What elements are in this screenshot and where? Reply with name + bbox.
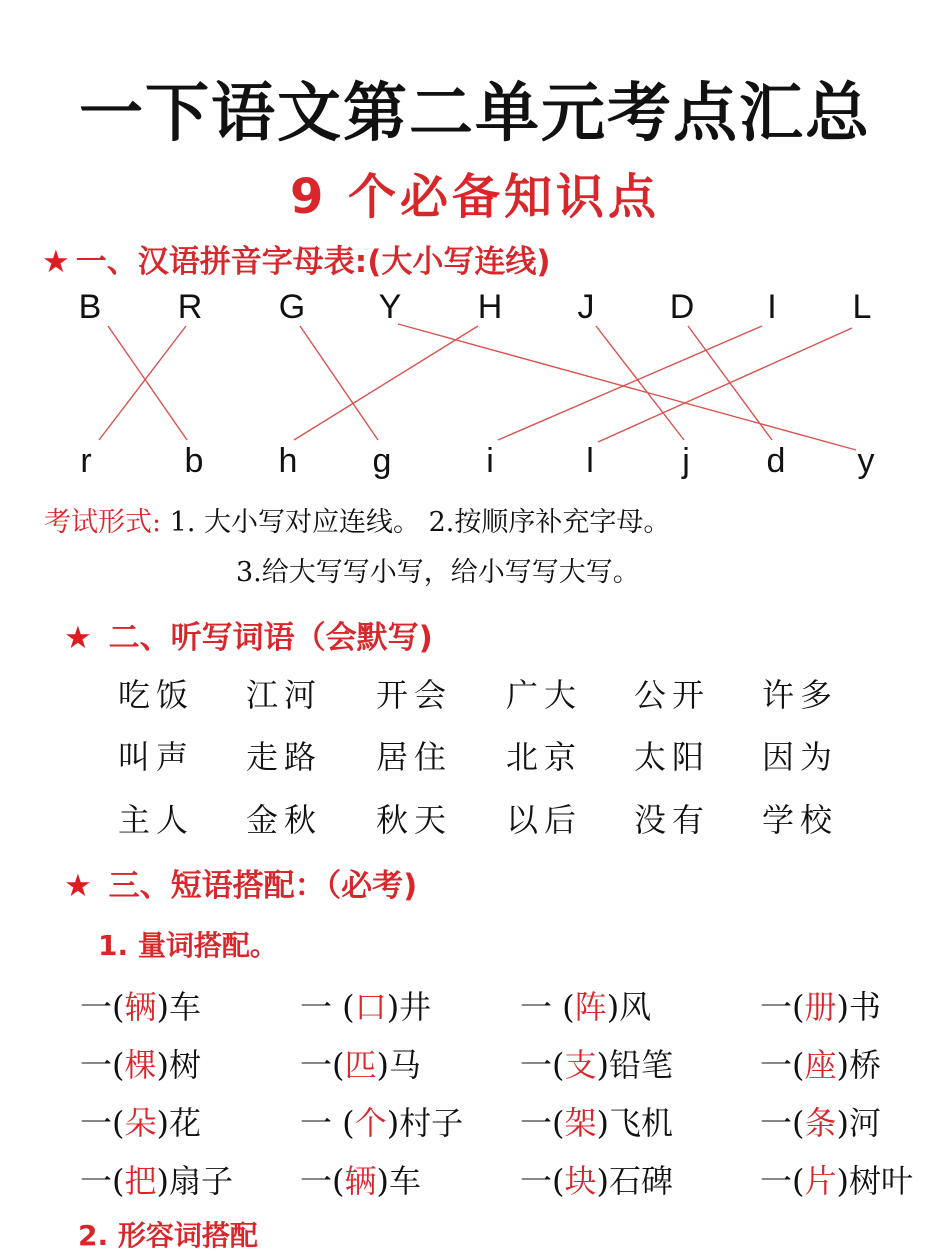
star-icon: ★ xyxy=(64,620,92,656)
measure-word-subheading: 1. 量词搭配。 xyxy=(98,929,278,962)
measure-word: 阵 xyxy=(574,988,607,1026)
uppercase-letter: Y xyxy=(378,288,402,326)
measure-word-phrase xyxy=(80,982,201,1028)
phrase-noun: )树叶 xyxy=(836,1162,914,1200)
dictation-word: 学校 xyxy=(762,801,839,839)
match-line-I-i xyxy=(498,326,762,440)
measure-word-phrase xyxy=(520,1098,673,1144)
measure-word-phrase xyxy=(300,982,431,1028)
measure-word-phrase xyxy=(80,1156,233,1202)
lowercase-letter: d xyxy=(766,442,786,480)
lowercase-letter: r xyxy=(80,442,92,480)
measure-word-phrase xyxy=(80,1098,201,1144)
dictation-word: 公开 xyxy=(634,676,711,714)
uppercase-letter: I xyxy=(767,288,777,326)
match-line-H-h xyxy=(294,326,478,440)
dictation-word: 叫声 xyxy=(118,738,195,776)
phrase-prefix: 一( xyxy=(300,1046,345,1084)
exam-form-text1: 1. 大小写对应连线。 2.按顺序补充字母。 xyxy=(169,507,671,538)
dictation-word: 主人 xyxy=(118,801,195,839)
measure-word-phrase xyxy=(520,1040,673,1086)
dictation-word: 吃饭 xyxy=(118,676,195,714)
measure-word: 把 xyxy=(124,1162,157,1200)
lowercase-letter: h xyxy=(278,442,298,480)
star-icon: ★ xyxy=(42,244,70,280)
phrase-prefix: 一( xyxy=(520,1162,565,1200)
phrase-noun: )铅笔 xyxy=(596,1046,674,1084)
dictation-word: 秋天 xyxy=(376,801,453,839)
phrase-prefix: 一( xyxy=(80,1046,125,1084)
uppercase-letter: B xyxy=(78,288,102,326)
measure-word: 辆 xyxy=(124,988,157,1026)
dictation-word: 许多 xyxy=(762,676,839,714)
phrase-prefix: 一( xyxy=(520,1046,565,1084)
phrase-noun: )风 xyxy=(606,988,652,1026)
dictation-word: 居住 xyxy=(376,738,453,776)
dictation-word: 开会 xyxy=(376,676,453,714)
measure-word: 条 xyxy=(804,1104,837,1142)
adjective-subheading: 2. 形容词搭配 xyxy=(78,1219,258,1252)
phrase-noun: )村子 xyxy=(386,1104,464,1142)
measure-word: 架 xyxy=(564,1104,597,1142)
measure-word: 块 xyxy=(564,1162,597,1200)
page-subtitle: 9 个必备知识点 xyxy=(289,169,661,225)
phrase-noun: )马 xyxy=(376,1046,422,1084)
phrase-prefix: 一 ( xyxy=(520,988,575,1026)
phrase-prefix: 一( xyxy=(300,1162,345,1200)
lowercase-letter: b xyxy=(184,442,204,480)
uppercase-letter: G xyxy=(278,288,306,326)
section3-heading-text: 三、短语搭配：（必考) xyxy=(108,868,418,904)
section2-heading xyxy=(64,612,433,657)
measure-word-phrase xyxy=(300,1098,463,1144)
lowercase-letter: l xyxy=(586,442,594,480)
uppercase-letter: R xyxy=(177,288,203,326)
phrase-prefix: 一( xyxy=(80,988,125,1026)
phrase-prefix: 一( xyxy=(760,1104,805,1142)
uppercase-letter: D xyxy=(669,288,695,326)
exam-form-label: 考试形式: xyxy=(44,507,162,538)
match-line-G-g xyxy=(300,326,378,440)
match-line-R-r xyxy=(99,326,186,440)
measure-word: 口 xyxy=(354,988,387,1026)
phrase-noun: )车 xyxy=(376,1162,422,1200)
page-title: 一下语文第二单元考点汇总 xyxy=(79,77,871,151)
phrase-noun: )飞机 xyxy=(596,1104,674,1142)
measure-word: 片 xyxy=(804,1162,837,1200)
dictation-word: 以后 xyxy=(506,801,583,839)
phrase-prefix: 一( xyxy=(760,1162,805,1200)
phrase-noun: )书 xyxy=(836,988,882,1026)
phrase-noun: )扇子 xyxy=(156,1162,234,1200)
uppercase-letter: J xyxy=(577,288,595,326)
phrase-prefix: 一( xyxy=(80,1104,125,1142)
measure-word: 棵 xyxy=(124,1046,157,1084)
phrase-noun: )车 xyxy=(156,988,202,1026)
exam-form-line1 xyxy=(44,500,670,539)
dictation-word: 没有 xyxy=(634,801,711,839)
lowercase-letter: j xyxy=(682,442,690,480)
measure-word: 朵 xyxy=(124,1104,157,1142)
exam-form-line2: 3.给大写写小写，给小写写大写。 xyxy=(236,557,640,588)
measure-word-phrase xyxy=(520,1156,673,1202)
star-icon: ★ xyxy=(64,868,92,904)
measure-word: 座 xyxy=(804,1046,837,1084)
dictation-word: 走路 xyxy=(246,738,323,776)
measure-word-phrase xyxy=(80,1040,201,1086)
lowercase-letter: y xyxy=(857,442,875,480)
dictation-word: 江河 xyxy=(246,676,323,714)
match-line-L-l xyxy=(598,328,852,442)
phrase-prefix: 一( xyxy=(760,1046,805,1084)
dictation-word: 北京 xyxy=(506,738,583,776)
section2-heading-text: 二、听写词语（会默写) xyxy=(108,620,433,656)
lowercase-letter: i xyxy=(486,442,494,480)
measure-word-phrase xyxy=(760,1098,881,1144)
measure-word: 辆 xyxy=(344,1162,377,1200)
measure-word: 支 xyxy=(564,1046,597,1084)
phrase-noun: )树 xyxy=(156,1046,202,1084)
phrase-noun: )花 xyxy=(156,1104,202,1142)
measure-word-phrase xyxy=(300,1156,421,1202)
phrase-prefix: 一 ( xyxy=(300,988,355,1026)
uppercase-letter: H xyxy=(477,288,503,326)
measure-word-phrase xyxy=(760,1040,881,1086)
measure-word-phrase xyxy=(300,1040,421,1086)
section1-heading-text: 一、汉语拼音字母表:(大小写连线) xyxy=(75,244,551,280)
measure-word: 匹 xyxy=(344,1046,377,1084)
measure-word: 个 xyxy=(354,1104,387,1142)
measure-word: 册 xyxy=(804,988,837,1026)
dictation-word: 因为 xyxy=(762,738,839,776)
phrase-noun: )河 xyxy=(836,1104,882,1142)
match-line-Y-y xyxy=(398,324,856,450)
section3-heading xyxy=(64,860,417,905)
phrase-prefix: 一( xyxy=(760,988,805,1026)
uppercase-letter: L xyxy=(852,288,872,326)
dictation-word: 广大 xyxy=(506,676,583,714)
lowercase-letter: g xyxy=(372,442,392,480)
phrase-noun: )桥 xyxy=(836,1046,882,1084)
phrase-noun: )井 xyxy=(386,988,432,1026)
measure-word-phrase xyxy=(520,982,651,1028)
dictation-word: 太阳 xyxy=(634,738,711,776)
dictation-word: 金秋 xyxy=(246,801,323,839)
phrase-prefix: 一( xyxy=(520,1104,565,1142)
phrase-noun: )石碑 xyxy=(596,1162,674,1200)
phrase-prefix: 一( xyxy=(80,1162,125,1200)
measure-word-phrase xyxy=(760,982,881,1028)
measure-word-phrase xyxy=(760,1156,913,1202)
phrase-prefix: 一 ( xyxy=(300,1104,355,1142)
match-line-B-b xyxy=(108,326,187,440)
